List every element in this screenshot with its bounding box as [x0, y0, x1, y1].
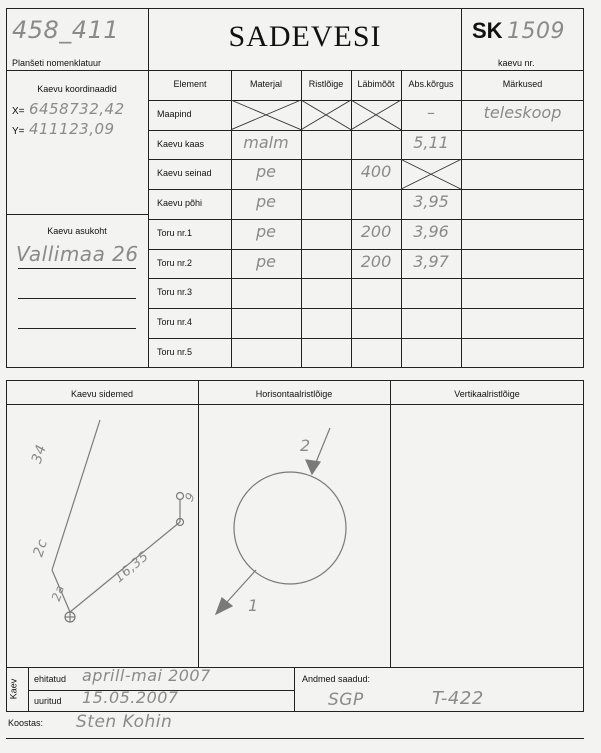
table-row-label: Toru nr.2: [157, 257, 193, 268]
reference-line: [52, 420, 100, 570]
table-header: Ristlõige: [308, 79, 344, 89]
well-prefix: SK: [472, 18, 503, 43]
table-header: Läbimõõt: [357, 79, 395, 89]
table-row-label: Maapind: [157, 109, 192, 119]
footer-side-label: Kaev: [8, 678, 19, 700]
well-circle: [234, 472, 346, 584]
pipe-1-arrowhead: [216, 598, 232, 614]
location-heading: Kaevu asukoht: [47, 226, 107, 236]
pipe-2-label: 2: [300, 436, 311, 455]
pipe-1-label: 1: [248, 596, 259, 615]
page-title: SADEVESI: [228, 20, 382, 53]
well-caption: kaevu nr.: [498, 58, 535, 68]
table-header: Märkused: [502, 79, 543, 89]
table-header: Element: [173, 79, 207, 89]
author-value: Sten Kohin: [76, 712, 173, 732]
table-cell: 3,97: [413, 251, 449, 271]
sketch-distance: 16,35: [111, 548, 152, 587]
coordinates-heading: Kaevu koordinaadid: [37, 84, 117, 94]
table-cell: pe: [256, 251, 276, 271]
coordinate-x-value: 6458732,42: [28, 100, 125, 118]
data-source-label: Andmed saadud:: [302, 674, 371, 684]
plansheet-caption: Planšeti nomenklatuur: [12, 58, 102, 68]
table-cell: 3,95: [413, 192, 449, 212]
well-number: 1509: [507, 19, 566, 44]
table-cell: teleskoop: [483, 103, 562, 122]
surveyed-value: 15.05.2007: [82, 688, 179, 707]
data-code: T-422: [432, 688, 484, 709]
table-row-label: Toru nr.5: [157, 346, 193, 357]
built-value: aprill-mai 2007: [82, 666, 211, 685]
coordinate-y-value: 411123,09: [28, 120, 115, 138]
footer-mid-divider: [294, 668, 295, 712]
table-cell: 400: [360, 162, 392, 182]
author-label: Koostas:: [8, 718, 44, 728]
built-label: ehitatud: [34, 674, 67, 684]
sketch-label-2a: 2a: [48, 583, 68, 603]
coordinate-x-label: X=: [12, 106, 25, 117]
table-cell: malm: [243, 132, 289, 152]
table-row-label: Kaevu seinad: [157, 168, 212, 179]
table-row-label: Toru nr.3: [157, 287, 193, 298]
coordinate-y-label: Y=: [12, 126, 25, 137]
surveyed-label: uuritud: [34, 696, 62, 706]
pipe-2-arrowhead: [306, 460, 320, 474]
data-source: SGP: [328, 690, 364, 710]
table-header: Abs.kõrgus: [408, 79, 454, 89]
table-row-label: Kaevu kaas: [157, 138, 205, 149]
location-value: Vallimaa 26: [16, 242, 139, 266]
section-horizontal: Horisontaalristlõige: [255, 389, 333, 399]
sketch-label-2c: 2c: [30, 537, 52, 559]
section-connections: Kaevu sidemed: [70, 389, 134, 399]
table-row-label: Toru nr.4: [157, 316, 193, 327]
table-row-label: Toru nr.1: [157, 227, 193, 238]
table-row-label: Kaevu põhi: [157, 198, 203, 209]
table-cell: –: [427, 103, 435, 122]
section-vertical: Vertikaalristlõige: [454, 389, 520, 399]
plansheet-number: 458_411: [12, 16, 120, 44]
table-cell: 5,11: [413, 132, 449, 152]
table-cell: 200: [360, 251, 392, 271]
table-cell: pe: [256, 192, 276, 212]
table-cell: pe: [256, 162, 276, 182]
sketch-label-34: 34: [28, 442, 50, 466]
table-cell: 200: [360, 221, 392, 241]
table-cell: pe: [256, 221, 276, 241]
table-cell: 3,96: [413, 221, 449, 241]
sketch-label-9: 9: [181, 489, 199, 505]
table-header: Materjal: [249, 79, 282, 89]
